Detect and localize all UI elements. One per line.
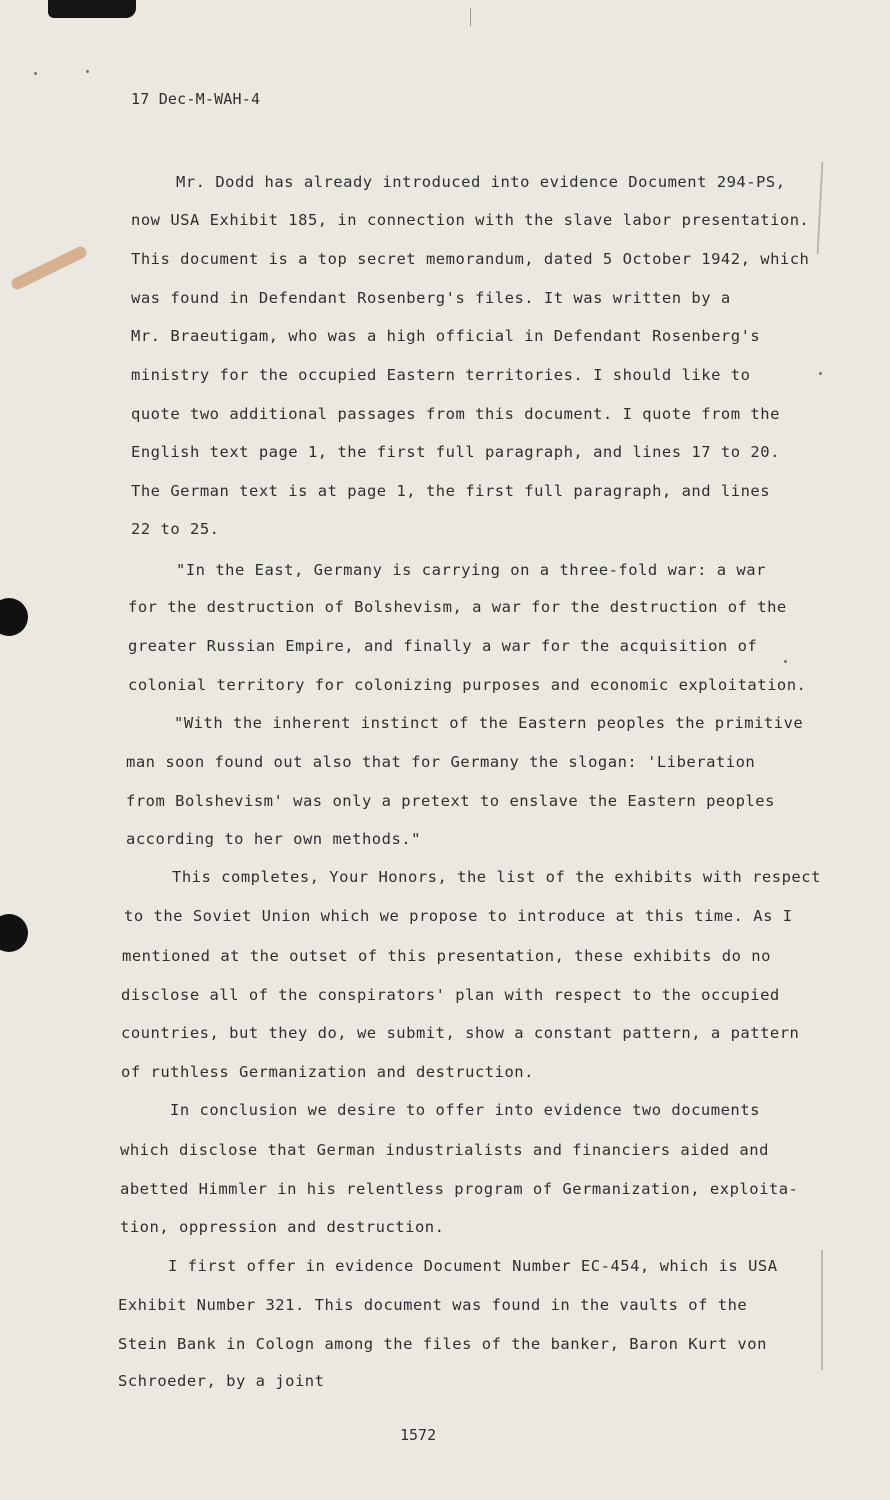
text-line: In conclusion we desire to offer into evidence two documents: [170, 1101, 760, 1119]
quote-line: from Bolshevism' was only a pretext to enslave the Eastern peoples: [126, 792, 775, 810]
text-line: Schroeder, by a joint: [118, 1372, 325, 1390]
top-fold-mark: [470, 8, 471, 26]
text-line: quote two additional passages from this document. I quote from the: [131, 405, 780, 423]
text-line: countries, but they do, we submit, show a constant pattern, a pattern: [121, 1024, 800, 1042]
quote-line: "In the East, Germany is carrying on a three-fold war: a war: [176, 561, 766, 579]
quote-line: according to her own methods.": [126, 830, 421, 848]
text-line: English text page 1, the first full paragraph, and lines 17 to 20.: [131, 443, 780, 461]
text-line: The German text is at page 1, the first full paragraph, and lines: [131, 482, 771, 500]
text-line: to the Soviet Union which we propose to introduce at this time. As I: [124, 907, 793, 925]
text-line: Mr. Braeutigam, who was a high official in Defendant Rosenberg's: [131, 327, 761, 345]
document-header: 17 Dec-M-WAH-4: [131, 90, 261, 108]
text-line: This completes, Your Honors, the list of the exhibits with respect: [172, 868, 821, 886]
text-line: of ruthless Germanization and destruction.: [121, 1063, 534, 1081]
margin-mark-upper: [817, 162, 824, 254]
margin-mark-lower: [821, 1250, 823, 1370]
punch-hole-upper: [0, 598, 28, 636]
paper-speck: [86, 70, 89, 73]
text-line: tion, oppression and destruction.: [120, 1218, 445, 1236]
tape-mark: [48, 0, 136, 18]
paper-stain: [10, 245, 89, 292]
text-line: Mr. Dodd has already introduced into evidence Document 294-PS,: [176, 173, 786, 191]
punch-hole-lower: [0, 914, 28, 952]
text-line: ministry for the occupied Eastern territories. I should like to: [131, 366, 751, 384]
text-line: was found in Defendant Rosenberg's files. It was written by a: [131, 289, 731, 307]
quote-line: for the destruction of Bolshevism, a war for the destruction of the: [128, 598, 787, 616]
text-line: which disclose that German industrialists and financiers aided and: [120, 1141, 769, 1159]
text-line: This document is a top secret memorandum, dated 5 October 1942, which: [131, 250, 810, 268]
text-line: disclose all of the conspirators' plan with respect to the occupied: [121, 986, 780, 1004]
paper-speck: [784, 660, 787, 663]
quote-line: "With the inherent instinct of the Eastern peoples the primitive: [174, 714, 804, 732]
text-line: 22 to 25.: [131, 520, 220, 538]
text-line: I first offer in evidence Document Number EC-454, which is USA: [168, 1257, 778, 1275]
quote-line: greater Russian Empire, and finally a war for the acquisition of: [128, 637, 758, 655]
text-line: mentioned at the outset of this presentation, these exhibits do no: [122, 947, 771, 965]
text-line: now USA Exhibit 185, in connection with the slave labor presentation.: [131, 211, 810, 229]
paper-speck: [819, 372, 822, 375]
text-line: abetted Himmler in his relentless program of Germanization, exploita-: [120, 1180, 799, 1198]
quote-line: man soon found out also that for Germany the slogan: 'Liberation: [126, 753, 756, 771]
quote-line: colonial territory for colonizing purposes and economic exploitation.: [128, 676, 807, 694]
text-line: Stein Bank in Cologn among the files of the banker, Baron Kurt von: [118, 1335, 767, 1353]
text-line: Exhibit Number 321. This document was found in the vaults of the: [118, 1296, 748, 1314]
paper-speck: [34, 72, 37, 75]
page-number: 1572: [400, 1426, 437, 1444]
